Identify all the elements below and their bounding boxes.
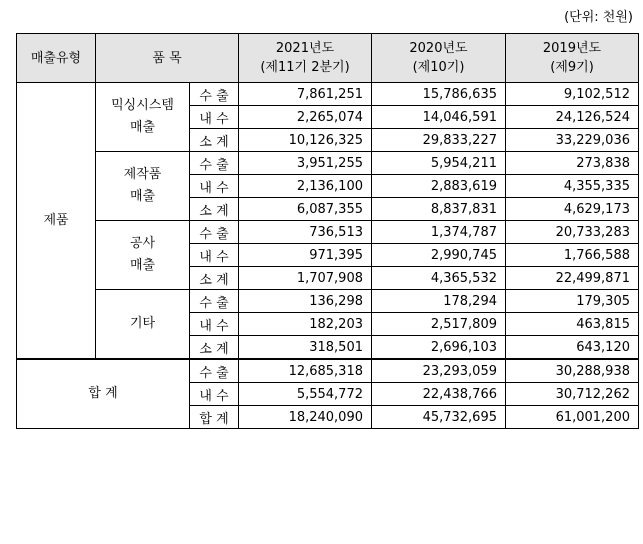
value-cell: 30,288,938 [506,359,639,383]
unit-label: (단위: 천원) [564,10,633,25]
value-cell: 1,707,908 [239,267,372,290]
value-cell: 15,786,635 [372,83,506,106]
sub-category: 내 수 [190,244,239,267]
product-group-label: 제품 [17,83,96,360]
total-label: 합 계 [17,359,190,429]
value-cell: 23,293,059 [372,359,506,383]
product-name [96,221,190,290]
value-cell: 1,374,787 [372,221,506,244]
value-cell: 736,513 [239,221,372,244]
value-cell: 22,499,871 [506,267,639,290]
value-cell: 1,766,588 [506,244,639,267]
sub-category: 내 수 [190,383,239,406]
sub-category: 내 수 [190,313,239,336]
header-period-2020: 2020년도 (제10기) [372,34,506,83]
value-cell: 8,837,831 [372,198,506,221]
value-cell: 136,298 [239,290,372,313]
value-cell: 45,732,695 [372,406,506,429]
value-cell: 2,265,074 [239,106,372,129]
value-cell: 179,305 [506,290,639,313]
sub-category: 내 수 [190,175,239,198]
product-name-line: 매출 [129,189,156,204]
value-cell: 2,883,619 [372,175,506,198]
value-cell: 33,229,036 [506,129,639,152]
sub-category: 합 계 [190,406,239,429]
value-cell: 6,087,355 [239,198,372,221]
sub-category: 소 계 [190,129,239,152]
value-cell: 3,951,255 [239,152,372,175]
sub-category: 수 출 [190,83,239,106]
value-cell: 4,365,532 [372,267,506,290]
header-period-2019: 2019년도 (제9기) [506,34,639,83]
table-row [17,221,639,244]
value-cell: 273,838 [506,152,639,175]
sub-category: 수 출 [190,221,239,244]
value-cell: 29,833,227 [372,129,506,152]
table-row [17,290,639,313]
table-row [17,152,639,175]
value-cell: 7,861,251 [239,83,372,106]
sub-category: 수 출 [190,359,239,383]
value-cell: 61,001,200 [506,406,639,429]
value-cell: 9,102,512 [506,83,639,106]
value-cell: 971,395 [239,244,372,267]
value-cell: 30,712,262 [506,383,639,406]
sub-category: 내 수 [190,106,239,129]
product-name [96,152,190,221]
value-cell: 20,733,283 [506,221,639,244]
sub-category: 수 출 [190,152,239,175]
value-cell: 178,294 [372,290,506,313]
value-cell: 2,990,745 [372,244,506,267]
value-cell: 5,954,211 [372,152,506,175]
value-cell: 18,240,090 [239,406,372,429]
value-cell: 2,696,103 [372,336,506,360]
sub-category: 소 계 [190,267,239,290]
product-name-line: 공사 [129,236,156,251]
header-item: 품 목 [96,34,239,83]
product-name-line: 매출 [129,258,156,273]
value-cell: 2,136,100 [239,175,372,198]
value-cell: 2,517,809 [372,313,506,336]
value-cell: 318,501 [239,336,372,360]
table-row [17,83,639,106]
value-cell: 14,046,591 [372,106,506,129]
sales-table [16,33,639,429]
product-name-line: 믹싱시스템 [111,98,174,113]
header-period-2021: 2021년도 (제11기 2분기) [239,34,372,83]
value-cell: 182,203 [239,313,372,336]
header-row [17,34,639,83]
product-name [96,83,190,152]
value-cell: 5,554,772 [239,383,372,406]
product-name [96,290,190,360]
value-cell: 22,438,766 [372,383,506,406]
product-name-line: 기타 [129,316,156,331]
sub-category: 수 출 [190,290,239,313]
sub-category: 소 계 [190,336,239,360]
value-cell: 4,355,335 [506,175,639,198]
sub-category: 소 계 [190,198,239,221]
header-type: 매출유형 [17,34,96,83]
value-cell: 643,120 [506,336,639,360]
value-cell: 10,126,325 [239,129,372,152]
value-cell: 24,126,524 [506,106,639,129]
value-cell: 463,815 [506,313,639,336]
value-cell: 4,629,173 [506,198,639,221]
total-row [17,359,639,383]
product-name-line: 제작품 [123,167,162,182]
value-cell: 12,685,318 [239,359,372,383]
product-name-line: 매출 [129,120,156,135]
